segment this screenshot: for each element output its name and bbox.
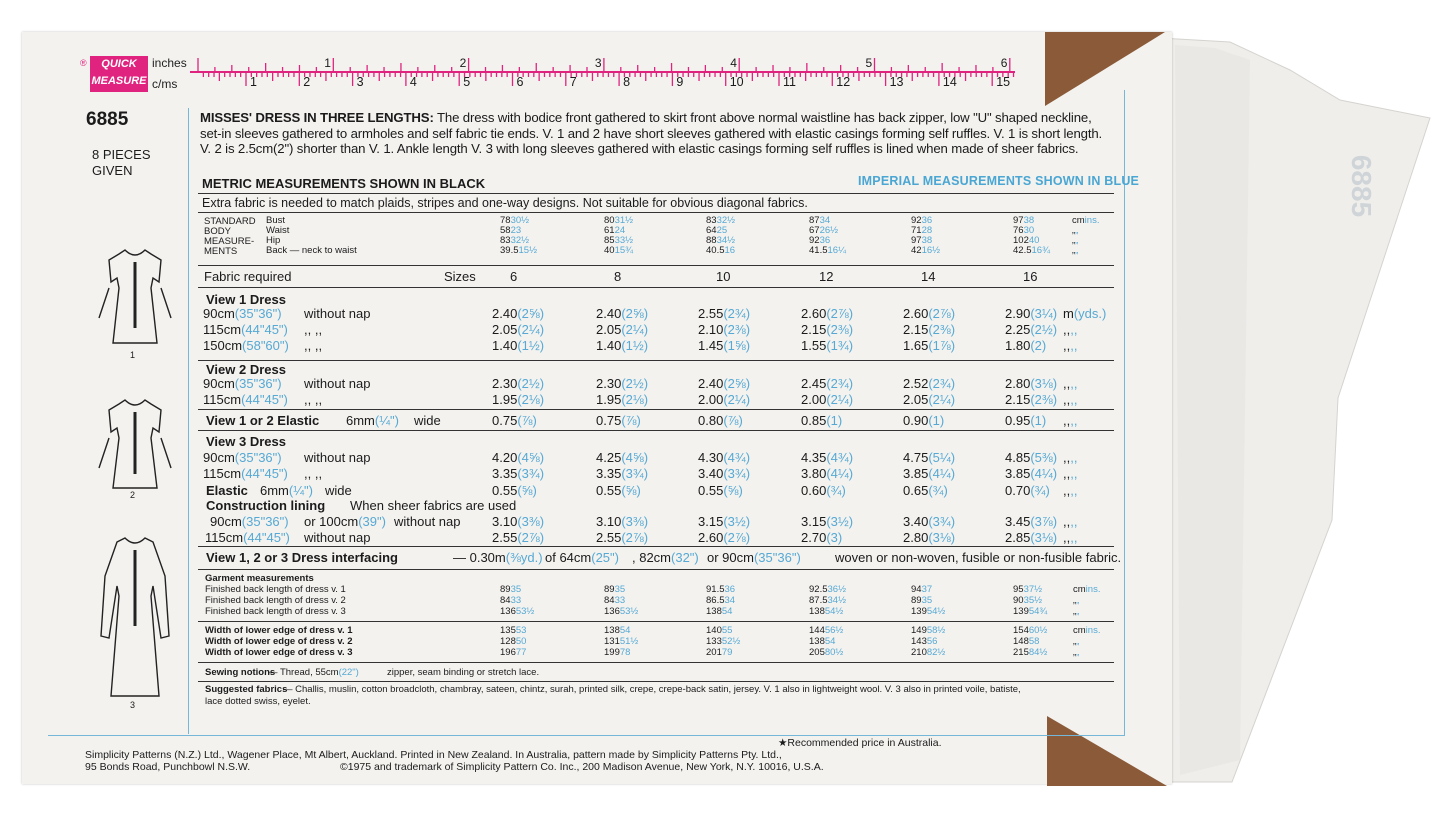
ruler-cm-label: 15	[996, 75, 1011, 89]
ruler-cm-label: 10	[729, 75, 744, 89]
dress-v1-icon	[99, 250, 171, 343]
recommended-price: ★Recommended price in Australia.	[778, 737, 942, 749]
ruler-cm-label: 8	[623, 75, 631, 89]
metric-heading: METRIC MEASUREMENTS SHOWN IN BLACK	[202, 176, 486, 191]
yardage-value: 2.10(2⅜)	[698, 322, 751, 337]
notice: Extra fabric is needed to match plaids, stripes and one-way designs. Not suitable for obvious diagonal fabrics.	[202, 196, 808, 210]
garment-value: 13151½	[604, 636, 639, 647]
garment-value: 13653½	[604, 606, 639, 617]
yardage-value: 3.40(3¾)	[698, 466, 751, 481]
garment-unit: „„	[1073, 636, 1080, 647]
garment-value: 13954¾	[1013, 606, 1048, 617]
view3-elastic-label: Elastic	[206, 483, 248, 498]
yardage-value: 3.35(3¾)	[492, 466, 545, 481]
body-measure-value: 9738	[1013, 215, 1035, 226]
sizes-label: Sizes	[444, 269, 476, 284]
yardage-value: 2.40(2⅝)	[492, 306, 545, 321]
suggested-fabrics-text: — Challis, muslin, cotton broadcloth, chambray, sateen, chintz, surah, printed silk, crepe, crepe-back satin, jersey. V. 1 also in lightweight wool. V. 3 also in printed voile, batiste,	[283, 684, 1021, 695]
body-measure-value: 42.516¾	[1013, 245, 1050, 256]
size-header: 10	[716, 269, 731, 284]
garment-value: 14958½	[911, 625, 946, 636]
view-label-1: 1	[130, 350, 136, 360]
yardage-value: 4.30(4¾)	[698, 450, 751, 465]
yardage-value: 0.90(1)	[903, 413, 945, 428]
garment-value: 8433	[604, 595, 626, 606]
lining-note: When sheer fabrics are used	[350, 498, 517, 513]
yardage-unit: ,,,,	[1063, 376, 1078, 391]
yardage-value: 2.90(3¼)	[1005, 306, 1058, 321]
yardage-value: 0.70(¾)	[1005, 483, 1050, 498]
view1-heading: View 1 Dress	[206, 292, 286, 307]
fabric-width: 115cm(44"45")	[203, 392, 288, 407]
ruler-inch-label: 3	[594, 56, 602, 70]
ruler-cm-label: 2	[303, 75, 311, 89]
size-header: 12	[819, 269, 834, 284]
garment-value: 8935	[604, 584, 626, 595]
body-measure-value: 8332½	[706, 215, 736, 226]
rule	[198, 193, 1114, 194]
ruler-cm-label: 12	[836, 75, 851, 89]
yardage-value: 2.45(2¾)	[801, 376, 854, 391]
yardage-unit: ,,,,	[1063, 514, 1078, 529]
pieces-line-2: GIVEN	[92, 163, 133, 178]
pieces-line-1: 8 PIECES	[92, 147, 151, 162]
garment-width-name: Width of lower edge of dress v. 3	[205, 647, 353, 658]
yardage-value: 2.55(2⅞)	[596, 530, 649, 545]
ruler-inch-label: 2	[459, 56, 467, 70]
nap-note: ,, ,,	[304, 322, 323, 337]
fabric-width: 90cm(35"36")	[210, 514, 289, 529]
garment-value: 21082½	[911, 647, 946, 658]
ruler-cm-label: 1	[250, 75, 257, 89]
view3-heading: View 3 Dress	[206, 434, 286, 449]
garment-value: 13854½	[809, 606, 844, 617]
rule	[198, 430, 1114, 431]
yardage-unit: ,,,,	[1063, 450, 1078, 465]
yardage-unit: ,,,,	[1063, 338, 1078, 353]
yardage-value: 1.65(1⅞)	[903, 338, 956, 353]
body-measure-value: 4015¾	[604, 245, 634, 256]
garment-value: 8935	[500, 584, 522, 595]
nap-note: ,, ,,	[304, 392, 323, 407]
body-measure-unit: „„	[1072, 245, 1079, 256]
body-measure-name: Bust	[266, 215, 286, 226]
elastic12-suffix: wide	[414, 413, 441, 428]
yardage-value: 2.40(2⅝)	[698, 376, 751, 391]
yardage-value: 2.55(2¾)	[698, 306, 751, 321]
yardage-value: 2.80(3⅛)	[903, 530, 956, 545]
yardage-value: 2.05(2¼)	[903, 392, 956, 407]
nap-note: without nap	[304, 450, 371, 465]
yardage-value: 1.80(2)	[1005, 338, 1047, 353]
elastic12-label: View 1 or 2 Elastic	[206, 413, 320, 428]
rule	[198, 265, 1114, 266]
yardage-value: 2.15(2⅜)	[801, 322, 854, 337]
yardage-value: 2.15(2⅜)	[903, 322, 956, 337]
yardage-value: 1.45(1⅝)	[698, 338, 751, 353]
yardage-value: 1.95(2⅛)	[492, 392, 545, 407]
garment-value: 15460½	[1013, 625, 1048, 636]
pattern-number: 6885	[86, 109, 129, 130]
garment-value: 13854	[706, 606, 733, 617]
garment-value: 14356	[911, 636, 938, 647]
yardage-value: 0.85(1)	[801, 413, 843, 428]
body-measure-label: MEASURE-	[204, 236, 255, 247]
footer-line-1: Simplicity Patterns (N.Z.) Ltd., Wagener Place, Mt Albert, Auckland. Printed in New Zealand. In Australia, pattern made by Simplicity Patterns Pty. Ltd.,	[85, 749, 782, 761]
yardage-value: 4.25(4⅝)	[596, 450, 649, 465]
sewing-notions-rest: zipper, seam binding or stretch lace.	[387, 667, 540, 678]
ruler-cm-label: 3	[356, 75, 364, 89]
yardage-value: 2.05(2¼)	[596, 322, 649, 337]
yardage-unit: ,,,,	[1063, 466, 1078, 481]
yardage-value: 3.85(4¼)	[903, 466, 956, 481]
ruler-inch-label: 6	[1000, 56, 1008, 70]
flap-number: 6885	[1346, 154, 1378, 218]
view2-heading: View 2 Dress	[206, 362, 286, 377]
inches-label: inches	[152, 56, 187, 70]
body-measure-value: 4216½	[911, 245, 941, 256]
yardage-value: 4.85(5⅜)	[1005, 450, 1058, 465]
garment-value: 13954½	[911, 606, 946, 617]
footer-line-2b: ©1975 and trademark of Simplicity Pattern Co. Inc., 200 Madison Avenue, New York, N.Y. 10016, U.S.A.	[340, 761, 824, 773]
body-measure-value: 6425	[706, 225, 728, 236]
garment-unit: „„	[1073, 606, 1080, 617]
body-measure-value: 5823	[500, 225, 522, 236]
lining-alt-width: or 100cm(39")	[304, 514, 386, 529]
body-measure-value: 39.515½	[500, 245, 537, 256]
registered-mark: ®	[80, 58, 87, 68]
yardage-value: 2.70(3)	[801, 530, 843, 545]
fabric-width: 150cm(58"60")	[203, 338, 289, 353]
garment-unit: „„	[1073, 595, 1080, 606]
body-measure-value: 8533½	[604, 235, 634, 246]
body-measure-value: 8332½	[500, 235, 530, 246]
body-measure-value: 6124	[604, 225, 626, 236]
yardage-value: 3.10(3⅜)	[596, 514, 649, 529]
yardage-value: 2.05(2¼)	[492, 322, 545, 337]
fabric-width: 115cm(44"45")	[203, 466, 288, 481]
garment-unit: cmins.	[1073, 625, 1101, 636]
ruler-inch-label: 5	[865, 56, 873, 70]
yardage-unit: ,,,,	[1063, 530, 1078, 545]
garment-value: 13854	[604, 625, 631, 636]
body-measure-value: 9236	[809, 235, 831, 246]
view3-elastic-suffix: wide	[325, 483, 352, 498]
nap-note: without nap	[304, 376, 371, 391]
garment-value: 9537½	[1013, 584, 1043, 595]
garment-value: 21584½	[1013, 647, 1048, 658]
body-measure-unit: „„	[1072, 225, 1079, 236]
yardage-value: 3.40(3¾)	[903, 514, 956, 529]
rule	[198, 569, 1114, 570]
yardage-value: 3.15(3½)	[801, 514, 854, 529]
body-measure-label: MENTS	[204, 246, 238, 257]
yardage-value: 2.85(3⅛)	[1005, 530, 1058, 545]
yardage-unit: ,,,,	[1063, 413, 1078, 428]
body-measure-value: 8031½	[604, 215, 634, 226]
garment-value: 19677	[500, 647, 527, 658]
dress-v2-icon	[99, 400, 171, 488]
fabric-width: 90cm(35"36")	[203, 376, 282, 391]
garment-value: 13352½	[706, 636, 741, 647]
nap-note: ,, ,,	[304, 466, 323, 481]
garment-value: 92.536½	[809, 584, 846, 595]
lining-heading: Construction lining	[206, 498, 326, 513]
yardage-value: 2.60(2⅞)	[903, 306, 956, 321]
yardage-value: 0.55(⅝)	[698, 483, 743, 498]
yardage-value: 4.20(4⅝)	[492, 450, 545, 465]
yardage-value: 3.80(4¼)	[801, 466, 854, 481]
garment-value: 91.536	[706, 584, 736, 595]
garment-value: 20179	[706, 647, 733, 658]
body-measure-value: 7128	[911, 225, 933, 236]
rule	[198, 287, 1114, 288]
nap-note: without nap	[394, 514, 461, 529]
body-measure-unit: „„	[1072, 235, 1079, 246]
dress-illustrations	[95, 238, 175, 713]
elastic12-width: 6mm(¼")	[346, 413, 400, 428]
yardage-value: 1.55(1¾)	[801, 338, 854, 353]
description	[200, 110, 1115, 157]
yardage-value: 2.30(2½)	[596, 376, 649, 391]
rule	[198, 360, 1114, 361]
garment-value: 13553	[500, 625, 527, 636]
yardage-value: 0.80(⅞)	[698, 413, 743, 428]
garment-value: 12850	[500, 636, 527, 647]
rule	[198, 212, 1114, 213]
ruler-cm-label: 6	[516, 75, 524, 89]
yardage-value: 2.40(2⅝)	[596, 306, 649, 321]
yardage-value: 2.25(2½)	[1005, 322, 1058, 337]
description-text: The dress with bodice front gathered to skirt front above normal waistline has back zipper, low "U" shaped neckline, set-in sleeves gathered to armholes and self fabric tie ends. V. 1 and 2 have short sleeves gathered with elastic casings forming self ruffles. V. 1 is short length. V. 2 is 2.5cm(2") shorter than V. 1. Ankle length V. 3 with long sleeves gathered with elastic casings forming self ruffles is lined when made of sheer fabrics.	[200, 110, 1103, 156]
interfacing-amount: — 0.30m(⅜yd.)	[453, 550, 543, 565]
garment-value: 9035½	[1013, 595, 1043, 606]
body-measure-unit: cmins.	[1072, 215, 1100, 226]
yardage-value: 0.55(⅝)	[596, 483, 641, 498]
interfacing-label: View 1, 2 or 3 Dress interfacing	[206, 550, 398, 565]
size-header: 8	[614, 269, 622, 284]
ruler-cm-label: 7	[569, 75, 577, 89]
ruler-inch-label: 4	[730, 56, 737, 70]
yardage-value: 3.10(3⅜)	[492, 514, 545, 529]
cm-label: c/ms	[152, 77, 178, 91]
fabric-required-label: Fabric required	[204, 269, 292, 284]
suggested-fabrics-text2: lace dotted swiss, eyelet.	[205, 696, 311, 707]
ruler-cm-label: 9	[676, 75, 684, 89]
blue-divider	[188, 108, 189, 734]
fabric-width: 115cm(44"45")	[203, 322, 288, 337]
garment-value: 9437	[911, 584, 933, 595]
body-measure-value: 9738	[911, 235, 933, 246]
garment-value: 87.534½	[809, 595, 846, 606]
body-measure-value: 41.516¼	[809, 245, 846, 256]
fabric-width: 115cm(44"45")	[205, 530, 290, 545]
rule	[198, 546, 1114, 547]
ruler-cm-label: 13	[889, 75, 904, 89]
view-label-3: 3	[130, 700, 136, 710]
interfacing-width-82: , 82cm(32")	[632, 550, 699, 565]
suggested-fabrics-label: Suggested fabrics	[205, 684, 288, 695]
imperial-heading: IMPERIAL MEASUREMENTS SHOWN IN BLUE	[858, 174, 1140, 188]
interfacing-width-90: or 90cm(35"36")	[707, 550, 801, 565]
sewing-notions-text: — Thread, 55cm(22")	[268, 667, 359, 678]
garment-unit: cmins.	[1073, 584, 1101, 595]
brand-line-2: MEASURE	[91, 75, 147, 87]
yardage-value: 1.40(1½)	[596, 338, 649, 353]
garment-row-name: Finished back length of dress v. 3	[205, 606, 346, 617]
body-measure-value: 8734	[809, 215, 831, 226]
yardage-value: 0.65(¾)	[903, 483, 948, 498]
yardage-value: 0.75(⅞)	[492, 413, 537, 428]
pieces-given	[92, 147, 172, 179]
ruler-cm-label: 4	[409, 75, 417, 89]
garment-heading: Garment measurements	[205, 573, 314, 584]
body-measure-label: BODY	[204, 226, 231, 237]
yardage-value: 3.45(3⅞)	[1005, 514, 1058, 529]
body-measure-value: 7830½	[500, 215, 530, 226]
garment-value: 14858	[1013, 636, 1040, 647]
garment-unit: „„	[1073, 647, 1080, 658]
interfacing-note: woven or non-woven, fusible or non-fusible fabric.	[835, 550, 1122, 565]
garment-value: 14456½	[809, 625, 844, 636]
yardage-value: 0.55(⅝)	[492, 483, 537, 498]
body-measure-label: STANDARD	[204, 216, 256, 227]
garment-value: 86.534	[706, 595, 736, 606]
yardage-value: 1.40(1½)	[492, 338, 545, 353]
garment-value: 13854	[809, 636, 836, 647]
rule	[198, 621, 1114, 622]
body-measure-name: Hip	[266, 235, 281, 246]
yardage-value: 2.55(2⅞)	[492, 530, 545, 545]
size-header: 6	[510, 269, 518, 284]
rule	[198, 409, 1114, 410]
body-measure-value: 7630	[1013, 225, 1035, 236]
garment-value: 8935	[911, 595, 933, 606]
footer-line-2a: 95 Bonds Road, Punchbowl N.S.W.	[85, 761, 251, 773]
body-measure-value: 10240	[1013, 235, 1040, 246]
dress-v3-icon	[101, 538, 169, 696]
interfacing-width-64: of 64cm(25")	[545, 550, 619, 565]
nap-note: without nap	[304, 530, 371, 545]
garment-width-name: Width of lower edge of dress v. 1	[205, 625, 353, 636]
fabric-width: 90cm(35"36")	[203, 306, 282, 321]
yardage-value: 2.80(3⅛)	[1005, 376, 1058, 391]
yardage-value: 1.95(2⅛)	[596, 392, 649, 407]
garment-row-name: Finished back length of dress v. 2	[205, 595, 346, 606]
garment-value: 8433	[500, 595, 522, 606]
yardage-value: 2.15(2⅜)	[1005, 392, 1058, 407]
yardage-value: 2.00(2¼)	[801, 392, 854, 407]
ruler-cm-label: 14	[942, 75, 957, 89]
yardage-value: 2.30(2½)	[492, 376, 545, 391]
yardage-value: 0.75(⅞)	[596, 413, 641, 428]
ruler-cm-label: 11	[783, 75, 796, 89]
yardage-value: 2.52(2¾)	[903, 376, 956, 391]
yardage-unit: ,,,,	[1063, 322, 1078, 337]
body-measure-value: 40.516	[706, 245, 736, 256]
yardage-unit: ,,,,	[1063, 392, 1078, 407]
body-measure-value: 6726½	[809, 225, 839, 236]
nap-note: without nap	[304, 306, 371, 321]
yardage-value: 3.85(4¼)	[1005, 466, 1058, 481]
garment-value: 13653½	[500, 606, 535, 617]
garment-width-name: Width of lower edge of dress v. 2	[205, 636, 353, 647]
yardage-value: 0.95(1)	[1005, 413, 1047, 428]
sewing-notions-label: Sewing notions	[205, 667, 276, 678]
yardage-unit: ,,,,	[1063, 483, 1078, 498]
rule	[198, 681, 1114, 682]
rule	[198, 662, 1114, 663]
yardage-value: 2.60(2⅞)	[698, 530, 751, 545]
description-lead: MISSES' DRESS IN THREE LENGTHS:	[200, 110, 434, 125]
ruler-inch-label: 1	[324, 56, 331, 70]
body-measure-value: 8834½	[706, 235, 736, 246]
garment-value: 19978	[604, 647, 631, 658]
body-measure-name: Waist	[266, 225, 290, 236]
fabric-width: 90cm(35"36")	[203, 450, 282, 465]
yardage-value: 3.15(3½)	[698, 514, 751, 529]
brand-line-1: QUICK	[101, 58, 137, 70]
body-measure-value: 9236	[911, 215, 933, 226]
view-label-2: 2	[130, 490, 136, 500]
size-header: 16	[1023, 269, 1038, 284]
garment-value: 20580½	[809, 647, 844, 658]
ruler-cm-label: 5	[463, 75, 471, 89]
quick-measure-logo	[90, 56, 148, 92]
yardage-unit: m(yds.)	[1063, 306, 1107, 321]
yardage-value: 4.75(5¼)	[903, 450, 956, 465]
yardage-value: 0.60(¾)	[801, 483, 846, 498]
size-header: 14	[921, 269, 936, 284]
nap-note: ,, ,,	[304, 338, 323, 353]
garment-row-name: Finished back length of dress v. 1	[205, 584, 346, 595]
yardage-value: 2.60(2⅞)	[801, 306, 854, 321]
yardage-value: 2.00(2¼)	[698, 392, 751, 407]
garment-value: 14055	[706, 625, 733, 636]
yardage-value: 4.35(4¾)	[801, 450, 854, 465]
yardage-value: 3.35(3¾)	[596, 466, 649, 481]
body-measure-name: Back — neck to waist	[266, 245, 357, 256]
view3-elastic-width: 6mm(¼")	[260, 483, 314, 498]
